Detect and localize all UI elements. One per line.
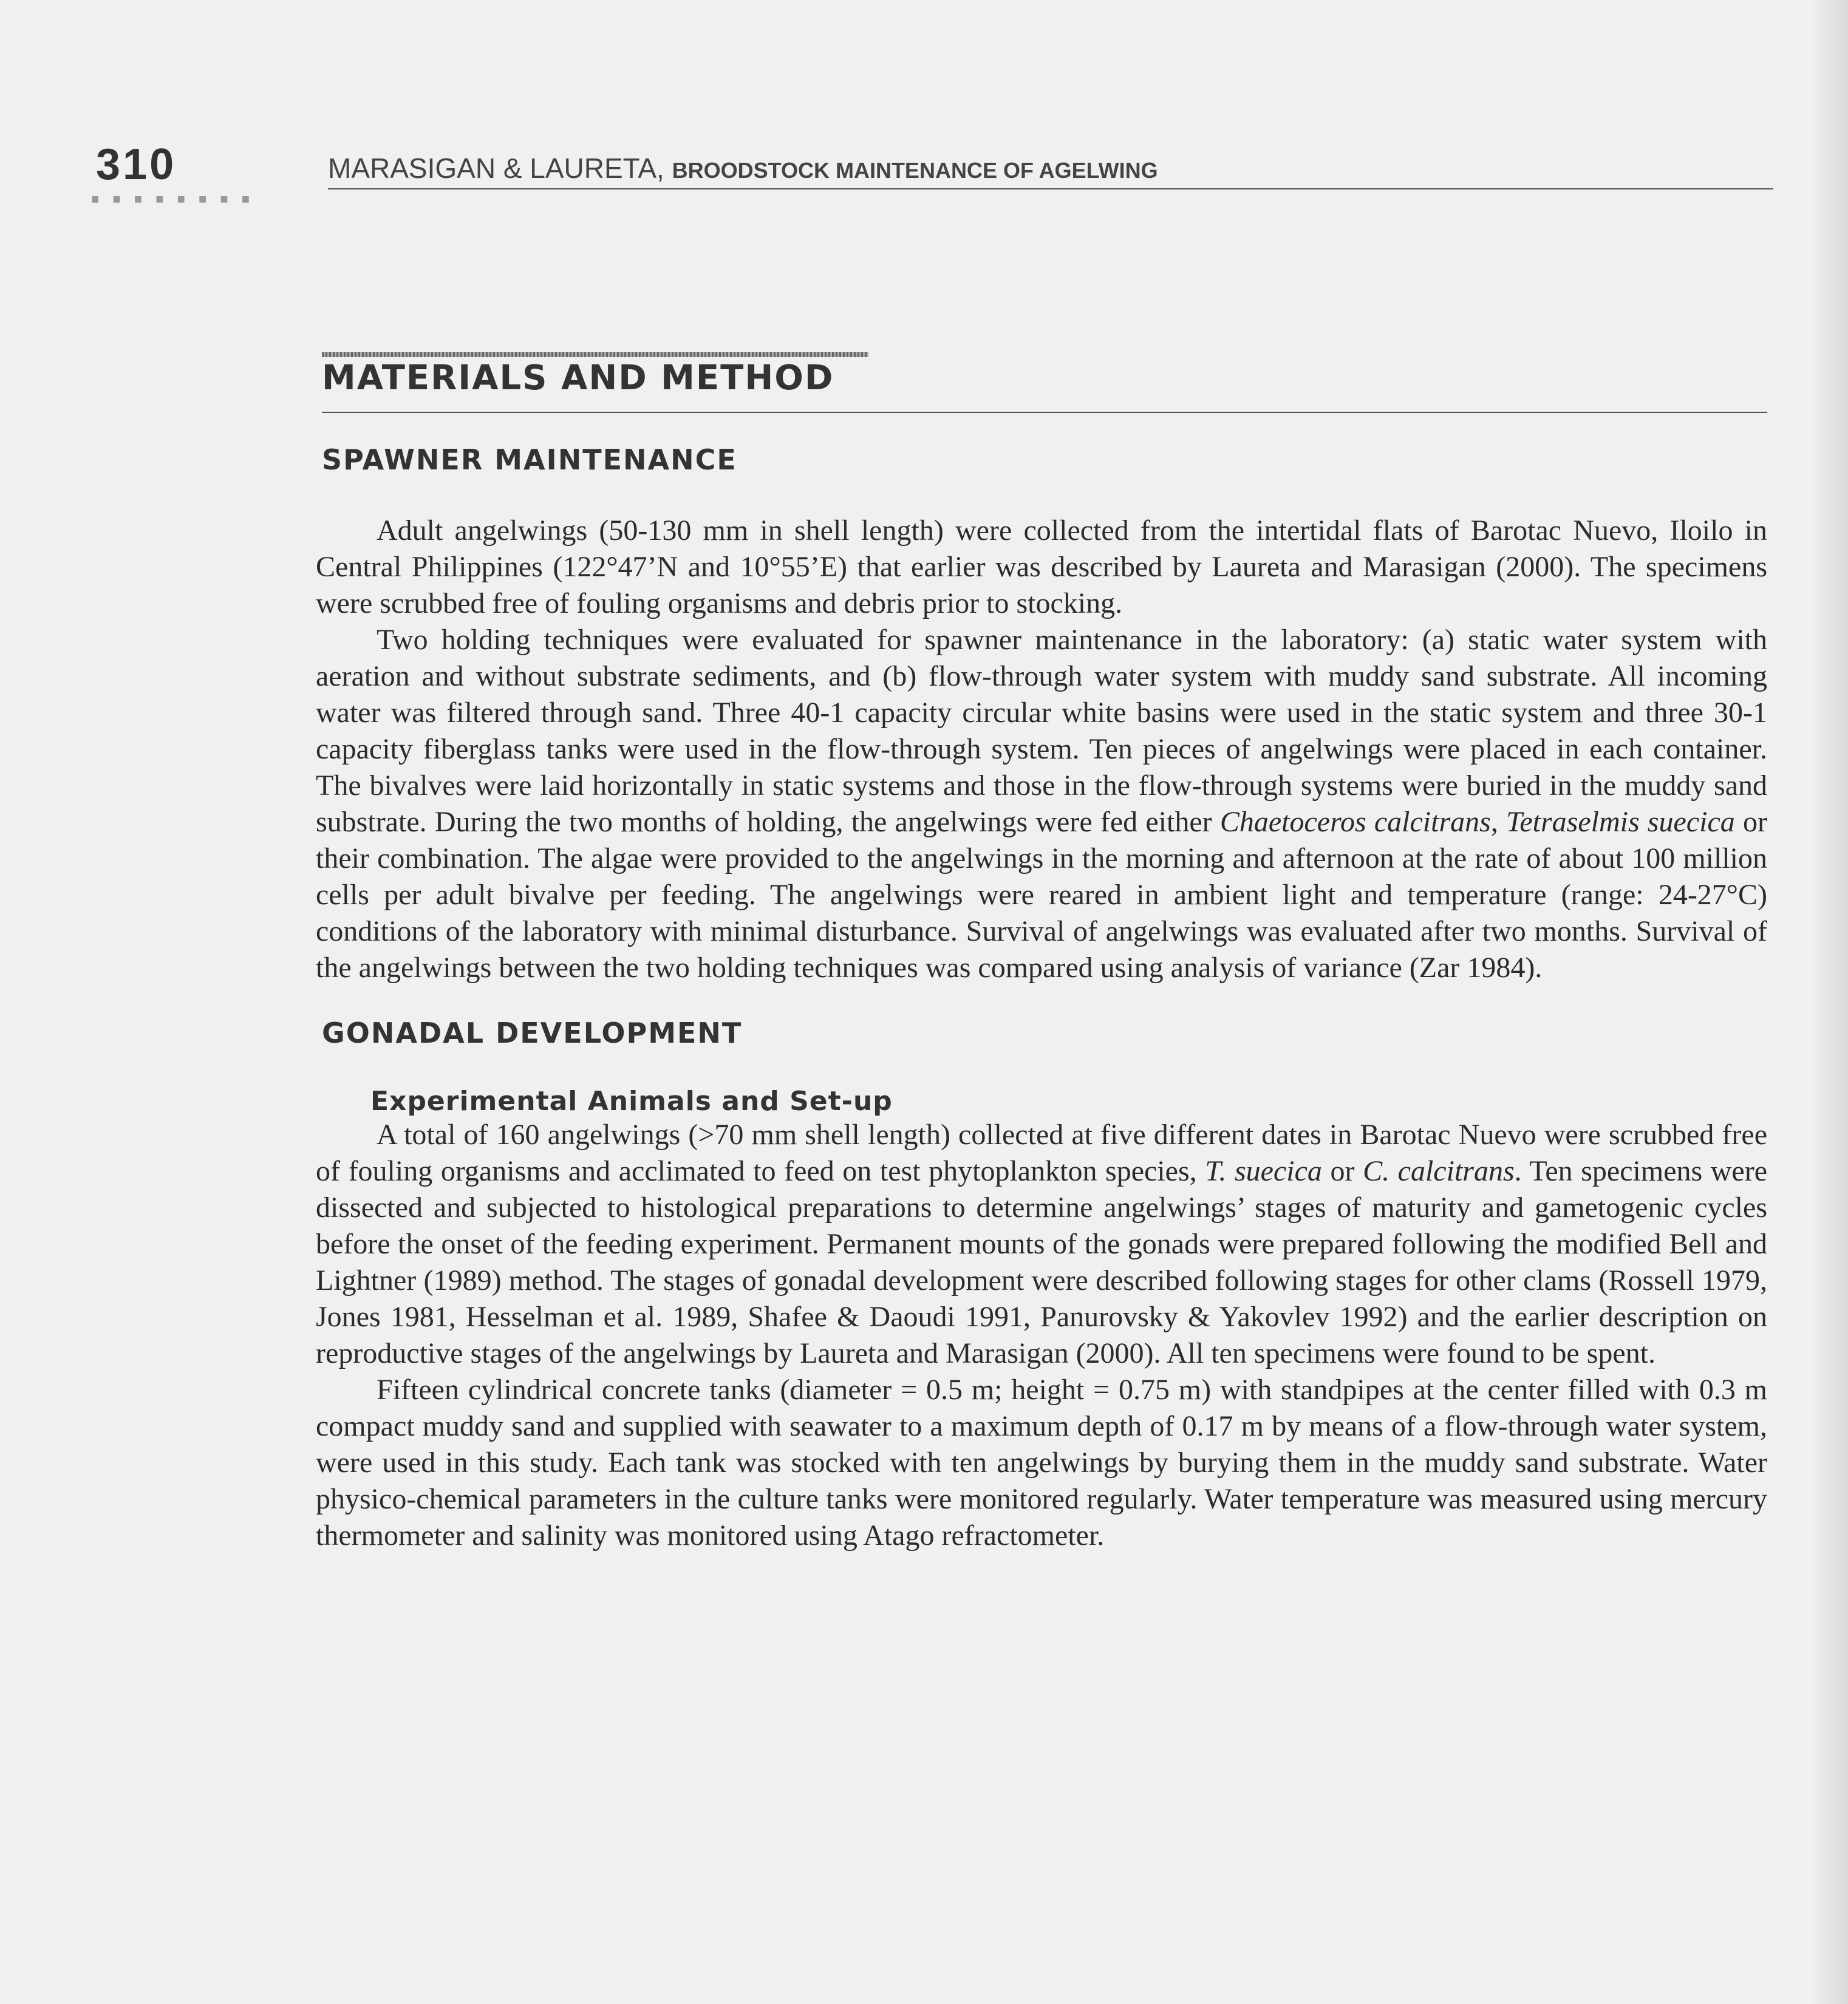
paragraph-spawner-2-text-c: or their combination. The algae were provided to the angelwings in the morning and afternoon at the rate of about 100 million cells per adult bivalve per feeding. The angelwings were reared in ambient light and temperature (range: 24-27°C) conditions of the laboratory with minimal disturbance. Survival of angelwings was evaluated after two months. Survival of the angelwings between the two holding techniques was compared using analysis of variance (Zar 1984). [316,806,1768,984]
running-title [328,152,1158,185]
page-number: 310 [96,140,177,189]
title-bottom-rule [322,412,1767,413]
title-top-rule [322,352,868,357]
heading-gonadal-development: GONADAL DEVELOPMENT [322,1017,743,1049]
paragraph-spawner-1: Adult angelwings (50-130 mm in shell length) were collected from the intertidal flats of Barotac Nuevo, Iloilo in Central Philippines (122°47’N and 10°55’E) that earlier was described by Laureta and Marasigan (2000). The specimens were scrubbed free of fouling organisms and debris prior to stocking. [316,514,1767,619]
paragraph-gonadal-1-text-c: . Ten specimens were dissected and subjected to histological preparations to determine angelwings’ stages of maturity and gametogenic cycles before the onset of the feeding experiment. Permanent mounts of the gonads were prepared following the modified Bell and Lightner (1989) method. The stages of gonadal development were described following stages for other clams (Rossell 1979, Jones 1981, Hesselman et al. 1989, Shafee & Daoudi 1991, Panurovsky & Yakovlev 1992) and the earlier description on reproductive stages of the angelwings by Laureta and Marasigan (2000). All ten specimens were found to be spent. [316,1155,1768,1369]
species-t-suecica: T. suecica [1205,1155,1322,1187]
paragraph-spawner-2-text-b: , [1490,806,1507,838]
section-title: MATERIALS AND METHOD [322,358,834,398]
paragraph-gonadal-1 [310,1117,1767,1372]
header-dots: ■ ■ ■ ■ ■ ■ ■ ■ [91,191,255,206]
species-tetraselmis: Tetraselmis suecica [1506,806,1735,838]
heading-spawner-maintenance: SPAWNER MAINTENANCE [322,443,737,476]
paragraph-gonadal-1-text-b: or [1321,1155,1363,1187]
species-chaetoceros: Chaetoceros calcitrans [1219,806,1491,838]
paragraph-spawner-2-text-a: Two holding techniques were evaluated for spawner maintenance in the laboratory: (a) static water system with aeration and without substrate sediments, and (b) flow-through water system with muddy sand substrate. All incoming water was filtered through sand. Three 40-1 capacity circular white basins were used in the static system and three 30-1 capacity fiberglass tanks were used in the flow-through system. Ten pieces of angelwings were placed in each container. The bivalves were laid horizontally in static systems and those in the flow-through systems were buried in the muddy sand substrate. During the two months of holding, the angelwings were fed either [316,624,1767,838]
page-edge-shadow [1812,0,1848,2004]
heading-experimental-animals: Experimental Animals and Set-up [370,1086,893,1117]
page-content [310,340,1767,1554]
paragraph-gonadal-2: Fifteen cylindrical concrete tanks (diameter = 0.5 m; height = 0.75 m) with standpipes at the center filled with 0.3 m compact muddy sand and supplied with seawater to a maximum depth of 0.17 m by means of a flow-through water system, were used in this study. Each tank was stocked with ten angelwings by burying them in the muddy sand substrate. Water physico-chemical parameters in the culture tanks were monitored regularly. Water temperature was measured using mercury thermometer and salinity was monitored using Atago refractometer. [316,1374,1767,1552]
paragraph-spawner-2 [310,622,1767,986]
section-title-block [310,340,1767,425]
running-title-authors: MARASIGAN & LAURETA, [328,152,664,184]
species-c-calcitrans: C. calcitrans [1363,1155,1515,1187]
header-rule [328,188,1773,189]
running-title-short: BROODSTOCK MAINTENANCE OF AGELWING [672,158,1158,183]
paragraph-gonadal-1-text-a: A total of 160 angelwings (>70 mm shell length) collected at five different dates in Barotac Nuevo were scrubbed free of fouling organisms and acclimated to feed on test phytoplankton species, [316,1119,1767,1187]
running-header [91,140,1779,206]
